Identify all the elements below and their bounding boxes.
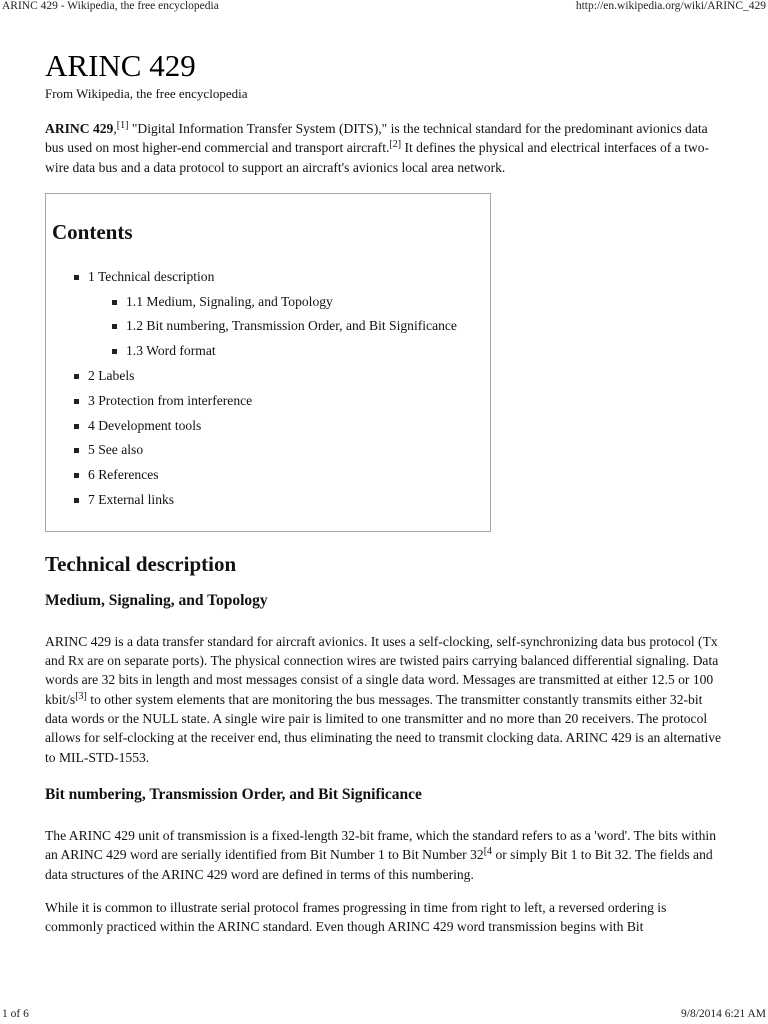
subsection-heading-medium: Medium, Signaling, and Topology — [45, 591, 268, 609]
bits-paragraph-1 — [45, 826, 725, 884]
toc-item[interactable]: 1 Technical description — [52, 265, 484, 290]
toc-list — [52, 265, 484, 513]
intro-paragraph — [45, 119, 725, 177]
intro-bold-term: ARINC 429 — [45, 121, 114, 136]
medium-paragraph — [45, 632, 725, 767]
intro-text-1: "Digital Information Transfer System (DITS)," is the technical standard for the predominant avionics data bus used on most higher-end commercial and transport aircraft. — [45, 121, 708, 156]
toc-item[interactable]: 2 Labels — [52, 364, 484, 389]
page-counter: 1 of 6 — [2, 1008, 29, 1020]
toc-item[interactable]: 5 See also — [52, 438, 484, 463]
reference-link-1[interactable]: [1] — [116, 120, 129, 131]
toc-item[interactable]: 7 External links — [52, 488, 484, 513]
toc-item[interactable]: 1.2 Bit numbering, Transmission Order, and Bit Significance — [52, 314, 484, 339]
print-header-url: http://en.wikipedia.org/wiki/ARINC_429 — [575, 0, 766, 12]
bits-paragraph-2: While it is common to illustrate serial protocol frames progressing in time from right to left, a reversed ordering is commonly practiced within the ARINC standard. Even though ARINC 429 word transmission begins with Bit — [45, 899, 667, 935]
bits-text-1: The ARINC 429 unit of transmission is a fixed-length 32-bit frame, which the standard refers to as a 'word'. The bits within an ARINC 429 word are serially identified from Bit Number 1 to Bit Number 32 — [45, 827, 716, 863]
print-header-title: ARINC 429 - Wikipedia, the free encyclopedia — [2, 0, 219, 12]
page-subtitle: From Wikipedia, the free encyclopedia — [45, 86, 248, 101]
article-content — [45, 48, 725, 936]
toc-item[interactable]: 1.3 Word format — [52, 339, 484, 364]
intro-comma: , — [113, 121, 117, 136]
toc-item[interactable]: 6 References — [52, 463, 484, 488]
toc-item[interactable]: 3 Protection from interference — [52, 389, 484, 414]
medium-text-1: ARINC 429 is a data transfer standard for aircraft avionics. It uses a self-clocking, self-synchronizing data bus protocol (Tx and Rx are on separate ports). The physical connection wires are twisted pairs carrying balanced differential signaling. Data words are 32 bits in length and most messages consist of a single data word. Messages are transmitted at either 12.5 or 100 kbit/s — [45, 633, 719, 707]
toc-item[interactable]: 1.1 Medium, Signaling, and Topology — [52, 290, 484, 315]
reference-link-4[interactable]: [4 — [483, 846, 493, 858]
toc-item[interactable]: 4 Development tools — [52, 414, 484, 439]
reference-link-2[interactable]: [2] — [389, 139, 402, 151]
bits-text-2: or simply Bit 1 to Bit 32. The fields and data structures of the ARINC 429 word are defined in terms of this numbering. — [45, 847, 713, 882]
subsection-heading-bits: Bit numbering, Transmission Order, and Bit Significance — [45, 785, 422, 803]
print-footer — [0, 1008, 768, 1024]
reference-link-3[interactable]: [3] — [75, 690, 87, 702]
toc-title: Contents — [52, 219, 133, 244]
print-header — [0, 0, 768, 16]
intro-text-2: It defines the physical and electrical interfaces of a two-wire data bus and a data protocol to support an aircraft's avionics local area network. — [45, 140, 710, 175]
medium-text-2: to other system elements that are monitoring the bus messages. The transmitter constantly transmits either 32-bit data words or the NULL state. A single wire pair is limited to one transmitter and no more than 20 receivers. The protocol allows for self-clocking at the receiver end, thus eliminating the need to transmit clocking data. ARINC 429 is an alternative to MIL-STD-1553. — [45, 691, 722, 765]
print-timestamp: 9/8/2014 6:21 AM — [681, 1008, 766, 1020]
section-heading-technical: Technical description — [45, 551, 237, 576]
page-title: ARINC 429 — [45, 48, 196, 83]
table-of-contents — [45, 193, 491, 532]
